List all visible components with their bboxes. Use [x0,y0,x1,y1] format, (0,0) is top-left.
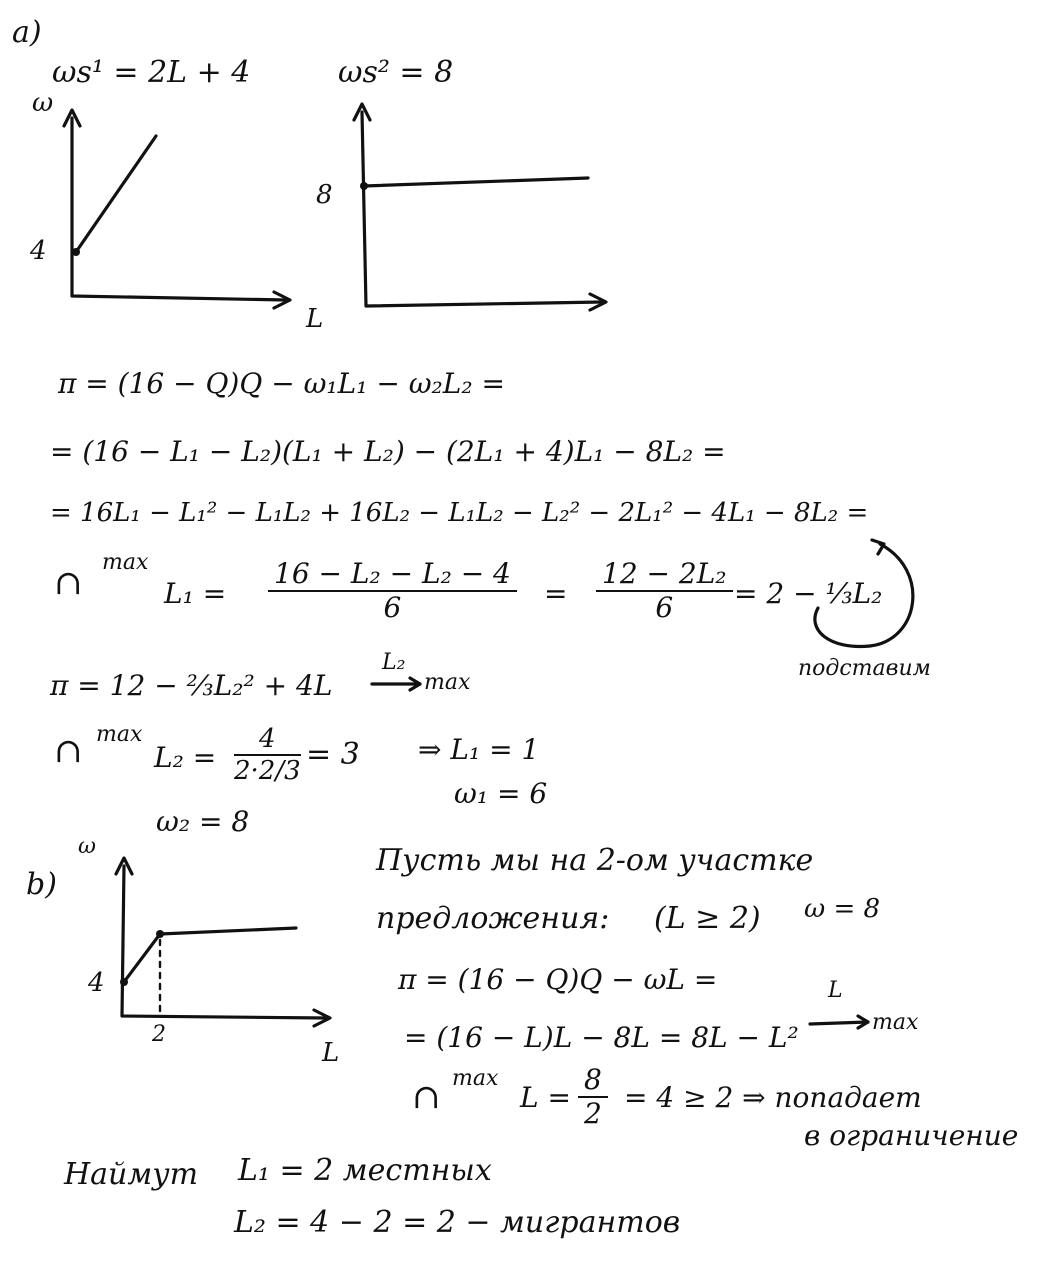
l1-equals: = [544,577,568,610]
graph1-y-label: ω [32,88,54,118]
ws1-formula: ωs¹ = 2L + 4 [52,55,251,90]
partb-pi-1: π = (16 − Q)Q − ωL = [398,963,718,996]
partb-opt-fraction [578,1063,608,1130]
max-symbol-a2: ∩ [54,731,83,771]
partb-pi-2: = (16 − L)L − 8L = 8L − L² [404,1021,799,1054]
l1-denominator: 6 [383,591,402,624]
partb-w-eq: ω = 8 [804,894,881,924]
partb-opt-numerator: 8 [578,1066,608,1098]
partb-opt-rhs: = 4 ≥ 2 ⇒ попадает [624,1081,922,1114]
pi-arrow-label: max [424,670,471,695]
hire-migrants: L₂ = 4 − 2 = 2 − мигрантов [234,1205,681,1240]
hire-locals: L₁ = 2 местных [238,1153,492,1188]
partb-text-1: Пусть мы на 2-ом участке [376,843,814,878]
l1-rhs: = 2 − ⅓L₂ [734,577,883,610]
partb-condition: (L ≥ 2) [654,901,761,936]
ws2-formula: ωs² = 8 [338,55,454,90]
partb-arrow-label: max [872,1010,919,1035]
graphb-tick-y: 4 [88,968,105,998]
w1-value: ω₁ = 6 [454,777,548,810]
graph1-tick-4: 4 [30,236,47,266]
l1-numerator: 16 − L₂ − L₂ − 4 [268,560,517,592]
max-label-a1: max [102,550,149,575]
partb-arrow-label-top: L [828,978,843,1003]
profit-line-1: π = (16 − Q)Q − ω₁L₁ − ω₂L₂ = [58,367,505,400]
graphb-x-label: L [322,1038,340,1068]
pi-l2-line: π = 12 − ⅔L₂² + 4L [50,669,333,702]
l2-denominator: 2·2/3 [234,756,301,786]
profit-line-3: = 16L₁ − L₁² − L₁L₂ + 16L₂ − L₁L₂ − L₂² − 2L₁² − 4L₁ − 8L₂ = [50,498,869,528]
w2-value: ω₂ = 8 [156,805,250,838]
max-label-b: max [452,1066,499,1091]
partb-opt-rhs-2: в ограничение [804,1119,1019,1152]
graph2-tick-8: 8 [316,180,333,210]
partb-opt-lhs: L = [520,1081,571,1114]
l2-numerator: 4 [234,726,301,756]
graph1-x-label: L [306,304,324,334]
implies-l1: ⇒ L₁ = 1 [418,733,540,766]
part-b-label: b) [26,867,57,902]
pi-arrow-label-top: L₂ [382,650,406,675]
l1-denominator-2: 6 [655,591,674,624]
hire-word: Наймут [64,1157,199,1192]
partb-text-2: предложения: [376,901,610,936]
max-label-a2: max [96,722,143,747]
substitute-note: подставим [798,656,931,681]
part-a-label: a) [12,15,42,50]
graphb-tick-x: 2 [152,1022,166,1047]
graphb-y-label: ω [78,834,96,859]
max-symbol-b: ∩ [412,1077,441,1117]
partb-opt-denominator: 2 [584,1097,602,1130]
profit-line-2: = (16 − L₁ − L₂)(L₁ + L₂) − (2L₁ + 4)L₁ − 8L₂ = [50,435,726,468]
l2-rhs: = 3 [306,737,360,772]
l1-numerator-2: 12 − 2L₂ [596,560,733,592]
max-symbol-a1: ∩ [54,563,83,603]
l2-lhs: L₂ = [154,741,217,774]
l1-lhs: L₁ = [164,577,227,610]
